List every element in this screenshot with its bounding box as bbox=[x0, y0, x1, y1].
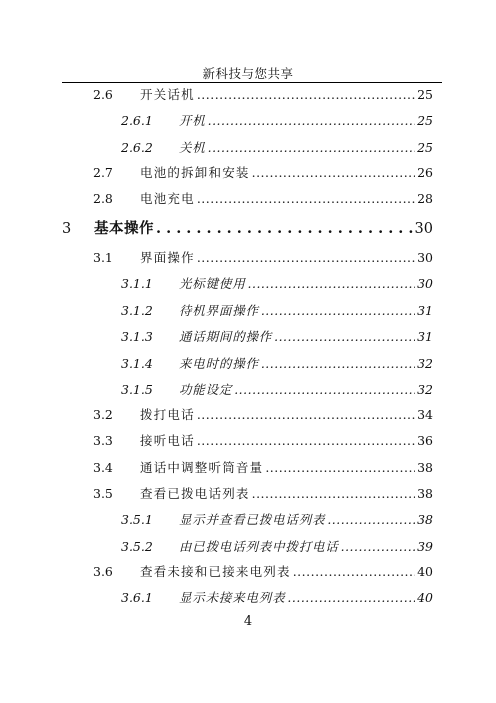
toc-entry[interactable] bbox=[121, 275, 433, 293]
toc-leader bbox=[293, 563, 415, 581]
toc-page: 26 bbox=[417, 165, 433, 180]
toc-number: 3.1.3 bbox=[121, 329, 153, 344]
toc-entry[interactable] bbox=[93, 190, 433, 208]
toc-title: 电池的拆卸和安装 bbox=[140, 165, 250, 180]
toc-number: 3.6 bbox=[93, 564, 113, 579]
toc-title: 开机 bbox=[179, 113, 206, 128]
toc-number: 2.7 bbox=[93, 165, 113, 180]
toc-title: 光标键使用 bbox=[179, 276, 246, 291]
toc-number: 3.6.1 bbox=[121, 590, 153, 605]
toc-leader bbox=[197, 190, 415, 208]
toc-entry[interactable] bbox=[93, 459, 433, 477]
toc-leader bbox=[265, 459, 415, 477]
toc-page: 38 bbox=[417, 486, 433, 501]
toc-leader bbox=[156, 219, 413, 239]
toc-entry[interactable] bbox=[62, 219, 433, 239]
toc-leader bbox=[341, 538, 415, 556]
toc-page: 39 bbox=[417, 539, 433, 554]
toc-title: 显示未接来电列表 bbox=[179, 590, 286, 605]
toc-page: 36 bbox=[417, 433, 433, 448]
toc-entry[interactable] bbox=[121, 511, 433, 529]
toc-number: 3.1 bbox=[93, 250, 113, 265]
toc-number: 3 bbox=[62, 221, 72, 237]
toc-title: 由已拨电话列表中拨打电话 bbox=[179, 539, 339, 554]
toc-leader bbox=[208, 112, 415, 130]
toc-leader bbox=[261, 355, 415, 373]
toc-page: 32 bbox=[417, 356, 433, 371]
toc-number: 3.5.1 bbox=[121, 512, 153, 527]
toc-entry[interactable] bbox=[121, 538, 433, 556]
toc-number: 2.6.1 bbox=[121, 113, 153, 128]
toc-page: 25 bbox=[417, 113, 433, 128]
toc-entry[interactable] bbox=[121, 355, 433, 373]
toc-title: 拨打电话 bbox=[140, 407, 195, 422]
toc-leader bbox=[252, 485, 415, 503]
toc-title: 界面操作 bbox=[140, 250, 195, 265]
page-number: 4 bbox=[243, 614, 253, 629]
toc-number: 3.5 bbox=[93, 486, 113, 501]
toc-title: 查看未接和已接来电列表 bbox=[140, 564, 291, 579]
toc-number: 3.2 bbox=[93, 407, 113, 422]
toc-entry[interactable] bbox=[93, 249, 433, 267]
toc-title: 通话中调整听筒音量 bbox=[140, 460, 264, 475]
toc-page: 25 bbox=[417, 140, 433, 155]
toc-leader bbox=[261, 302, 415, 320]
toc-page: 34 bbox=[417, 407, 433, 422]
toc-page: 31 bbox=[417, 329, 433, 344]
toc-title: 查看已拨电话列表 bbox=[140, 486, 250, 501]
toc-page: 28 bbox=[417, 191, 433, 206]
toc-number: 3.3 bbox=[93, 433, 113, 448]
toc-number: 2.6.2 bbox=[121, 140, 153, 155]
toc-leader bbox=[234, 381, 415, 399]
toc-page: 25 bbox=[417, 87, 433, 102]
toc-entry[interactable] bbox=[93, 164, 433, 182]
toc-number: 3.4 bbox=[93, 460, 113, 475]
toc-page: 32 bbox=[417, 382, 433, 397]
toc-page: 30 bbox=[414, 221, 433, 237]
toc-entry[interactable] bbox=[93, 432, 433, 450]
toc-page: 31 bbox=[417, 303, 433, 318]
toc-leader bbox=[197, 86, 415, 104]
toc-title: 接听电话 bbox=[140, 433, 195, 448]
toc-entry[interactable] bbox=[121, 589, 433, 607]
toc-number: 3.5.2 bbox=[121, 539, 153, 554]
toc-title: 电池充电 bbox=[140, 191, 195, 206]
toc-number: 2.8 bbox=[93, 191, 113, 206]
toc-entry[interactable] bbox=[93, 86, 433, 104]
toc-number: 3.1.1 bbox=[121, 276, 153, 291]
toc-page: 38 bbox=[417, 512, 433, 527]
toc-entry[interactable] bbox=[93, 563, 433, 581]
toc-entry[interactable] bbox=[121, 302, 433, 320]
toc-number: 2.6 bbox=[93, 87, 113, 102]
toc-title: 功能设定 bbox=[179, 382, 233, 397]
toc-entry[interactable] bbox=[121, 328, 433, 346]
toc-title: 基本操作 bbox=[94, 220, 154, 237]
toc-title: 显示并查看已拨电话列表 bbox=[179, 512, 326, 527]
toc-entry[interactable] bbox=[93, 485, 433, 503]
toc-page: 38 bbox=[417, 460, 433, 475]
toc-page: 40 bbox=[417, 590, 433, 605]
toc-title: 通话期间的操作 bbox=[179, 329, 273, 344]
toc-leader bbox=[287, 589, 415, 607]
toc-leader bbox=[274, 328, 415, 346]
toc-title: 关机 bbox=[179, 140, 206, 155]
toc-entry[interactable] bbox=[121, 139, 433, 157]
page-header: 新科技与您共享 bbox=[202, 66, 294, 81]
toc-leader bbox=[197, 249, 415, 267]
toc-number: 3.1.2 bbox=[121, 303, 153, 318]
toc-number: 3.1.4 bbox=[121, 356, 153, 371]
toc-leader bbox=[248, 275, 416, 293]
toc-number: 3.1.5 bbox=[121, 382, 153, 397]
toc-leader bbox=[208, 139, 415, 157]
toc-page: 40 bbox=[417, 564, 433, 579]
toc-leader bbox=[197, 406, 415, 424]
toc-title: 开关话机 bbox=[140, 87, 195, 102]
toc-entry[interactable] bbox=[93, 406, 433, 424]
toc-page: 30 bbox=[417, 276, 433, 291]
toc-leader bbox=[327, 511, 415, 529]
toc-entry[interactable] bbox=[121, 381, 433, 399]
toc-page: 30 bbox=[417, 250, 433, 265]
toc-entry[interactable] bbox=[121, 112, 433, 130]
toc-title: 待机界面操作 bbox=[179, 303, 259, 318]
toc-leader bbox=[197, 432, 415, 450]
toc-leader bbox=[252, 164, 415, 182]
toc-title: 来电时的操作 bbox=[179, 356, 259, 371]
